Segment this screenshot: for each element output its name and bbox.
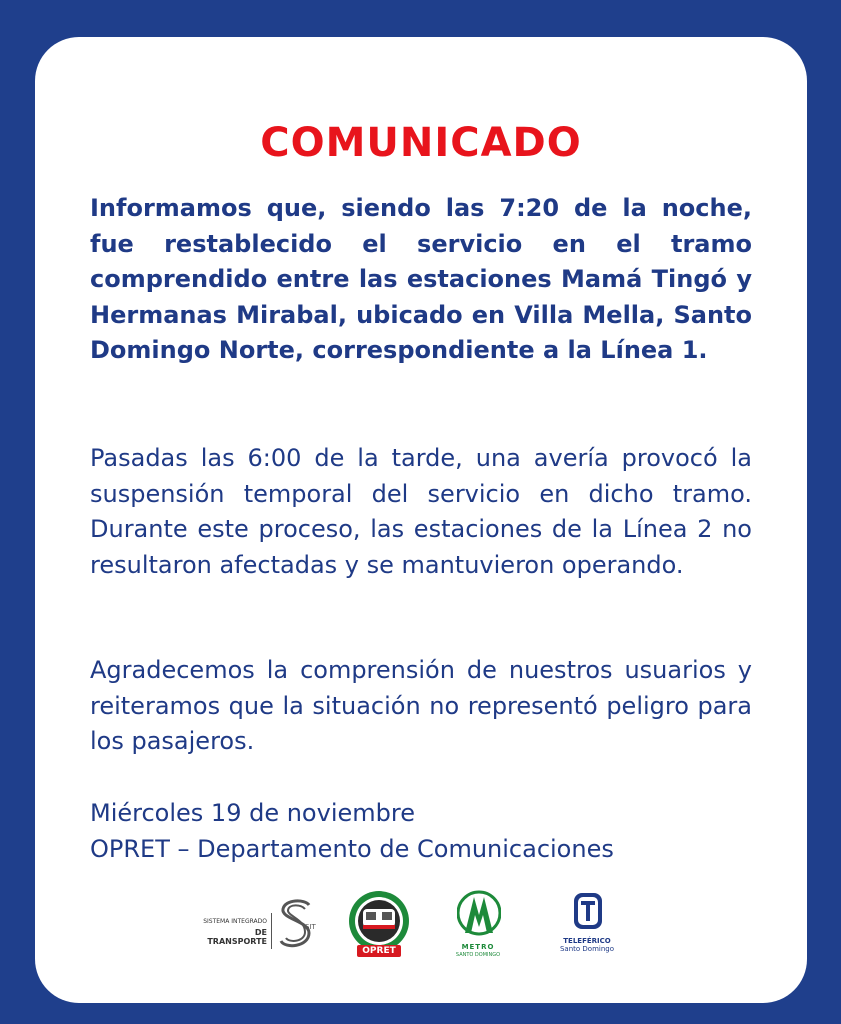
metro-logo-icon [457, 889, 501, 941]
teleferico-logo-icon [571, 889, 605, 933]
teleferico-logo-subtitle: Santo Domingo [559, 945, 615, 953]
sit-logo-icon [275, 895, 319, 955]
opret-logo-label: OPRET [357, 945, 401, 957]
opret-logo-icon [347, 889, 411, 953]
teleferico-logo-title: TELEFÉRICO [563, 937, 611, 945]
sit-logo-text [203, 917, 267, 946]
signature-date: Miércoles 19 de noviembre [90, 799, 415, 827]
metro-logo-title: METRO [461, 943, 495, 951]
sit-logo-divider [271, 913, 272, 949]
metro-logo-subtitle: SANTO DOMINGO [455, 952, 501, 958]
paragraph-restored-service: Informamos que, siendo las 7:20 de la noche, fue restablecido el servicio en el tramo comprendido entre las estaciones Mamá Tingó y Hermanas Mirabal, ubicado en Villa Mella, Santo Domingo Norte, correspondiente a la Línea 1. [90, 194, 752, 364]
teleferico-logo-label [557, 937, 617, 953]
metro-logo-label [453, 943, 503, 959]
page-title: COMUNICADO [260, 120, 582, 166]
logo-strip [35, 887, 807, 967]
sit-logo-mark: SIT [305, 923, 316, 931]
signature-org: OPRET – Departamento de Comunicaciones [90, 835, 614, 863]
sit-logo-line1: SISTEMA INTEGRADO [203, 918, 267, 925]
sit-logo-line2: DE TRANSPORTE [207, 928, 267, 946]
signature-block [90, 795, 614, 867]
paragraph-incident: Pasadas las 6:00 de la tarde, una avería provocó la suspensión temporal del servicio en dicho tramo. Durante este proceso, las estaciones de la Línea 2 no resultaron afectadas y se mantuvieron operando. [90, 444, 752, 579]
paragraph-thanks: Agradecemos la comprensión de nuestros usuarios y reiteramos que la situación no representó peligro para los pasajeros. [90, 656, 752, 755]
announcement-card [35, 37, 807, 1003]
